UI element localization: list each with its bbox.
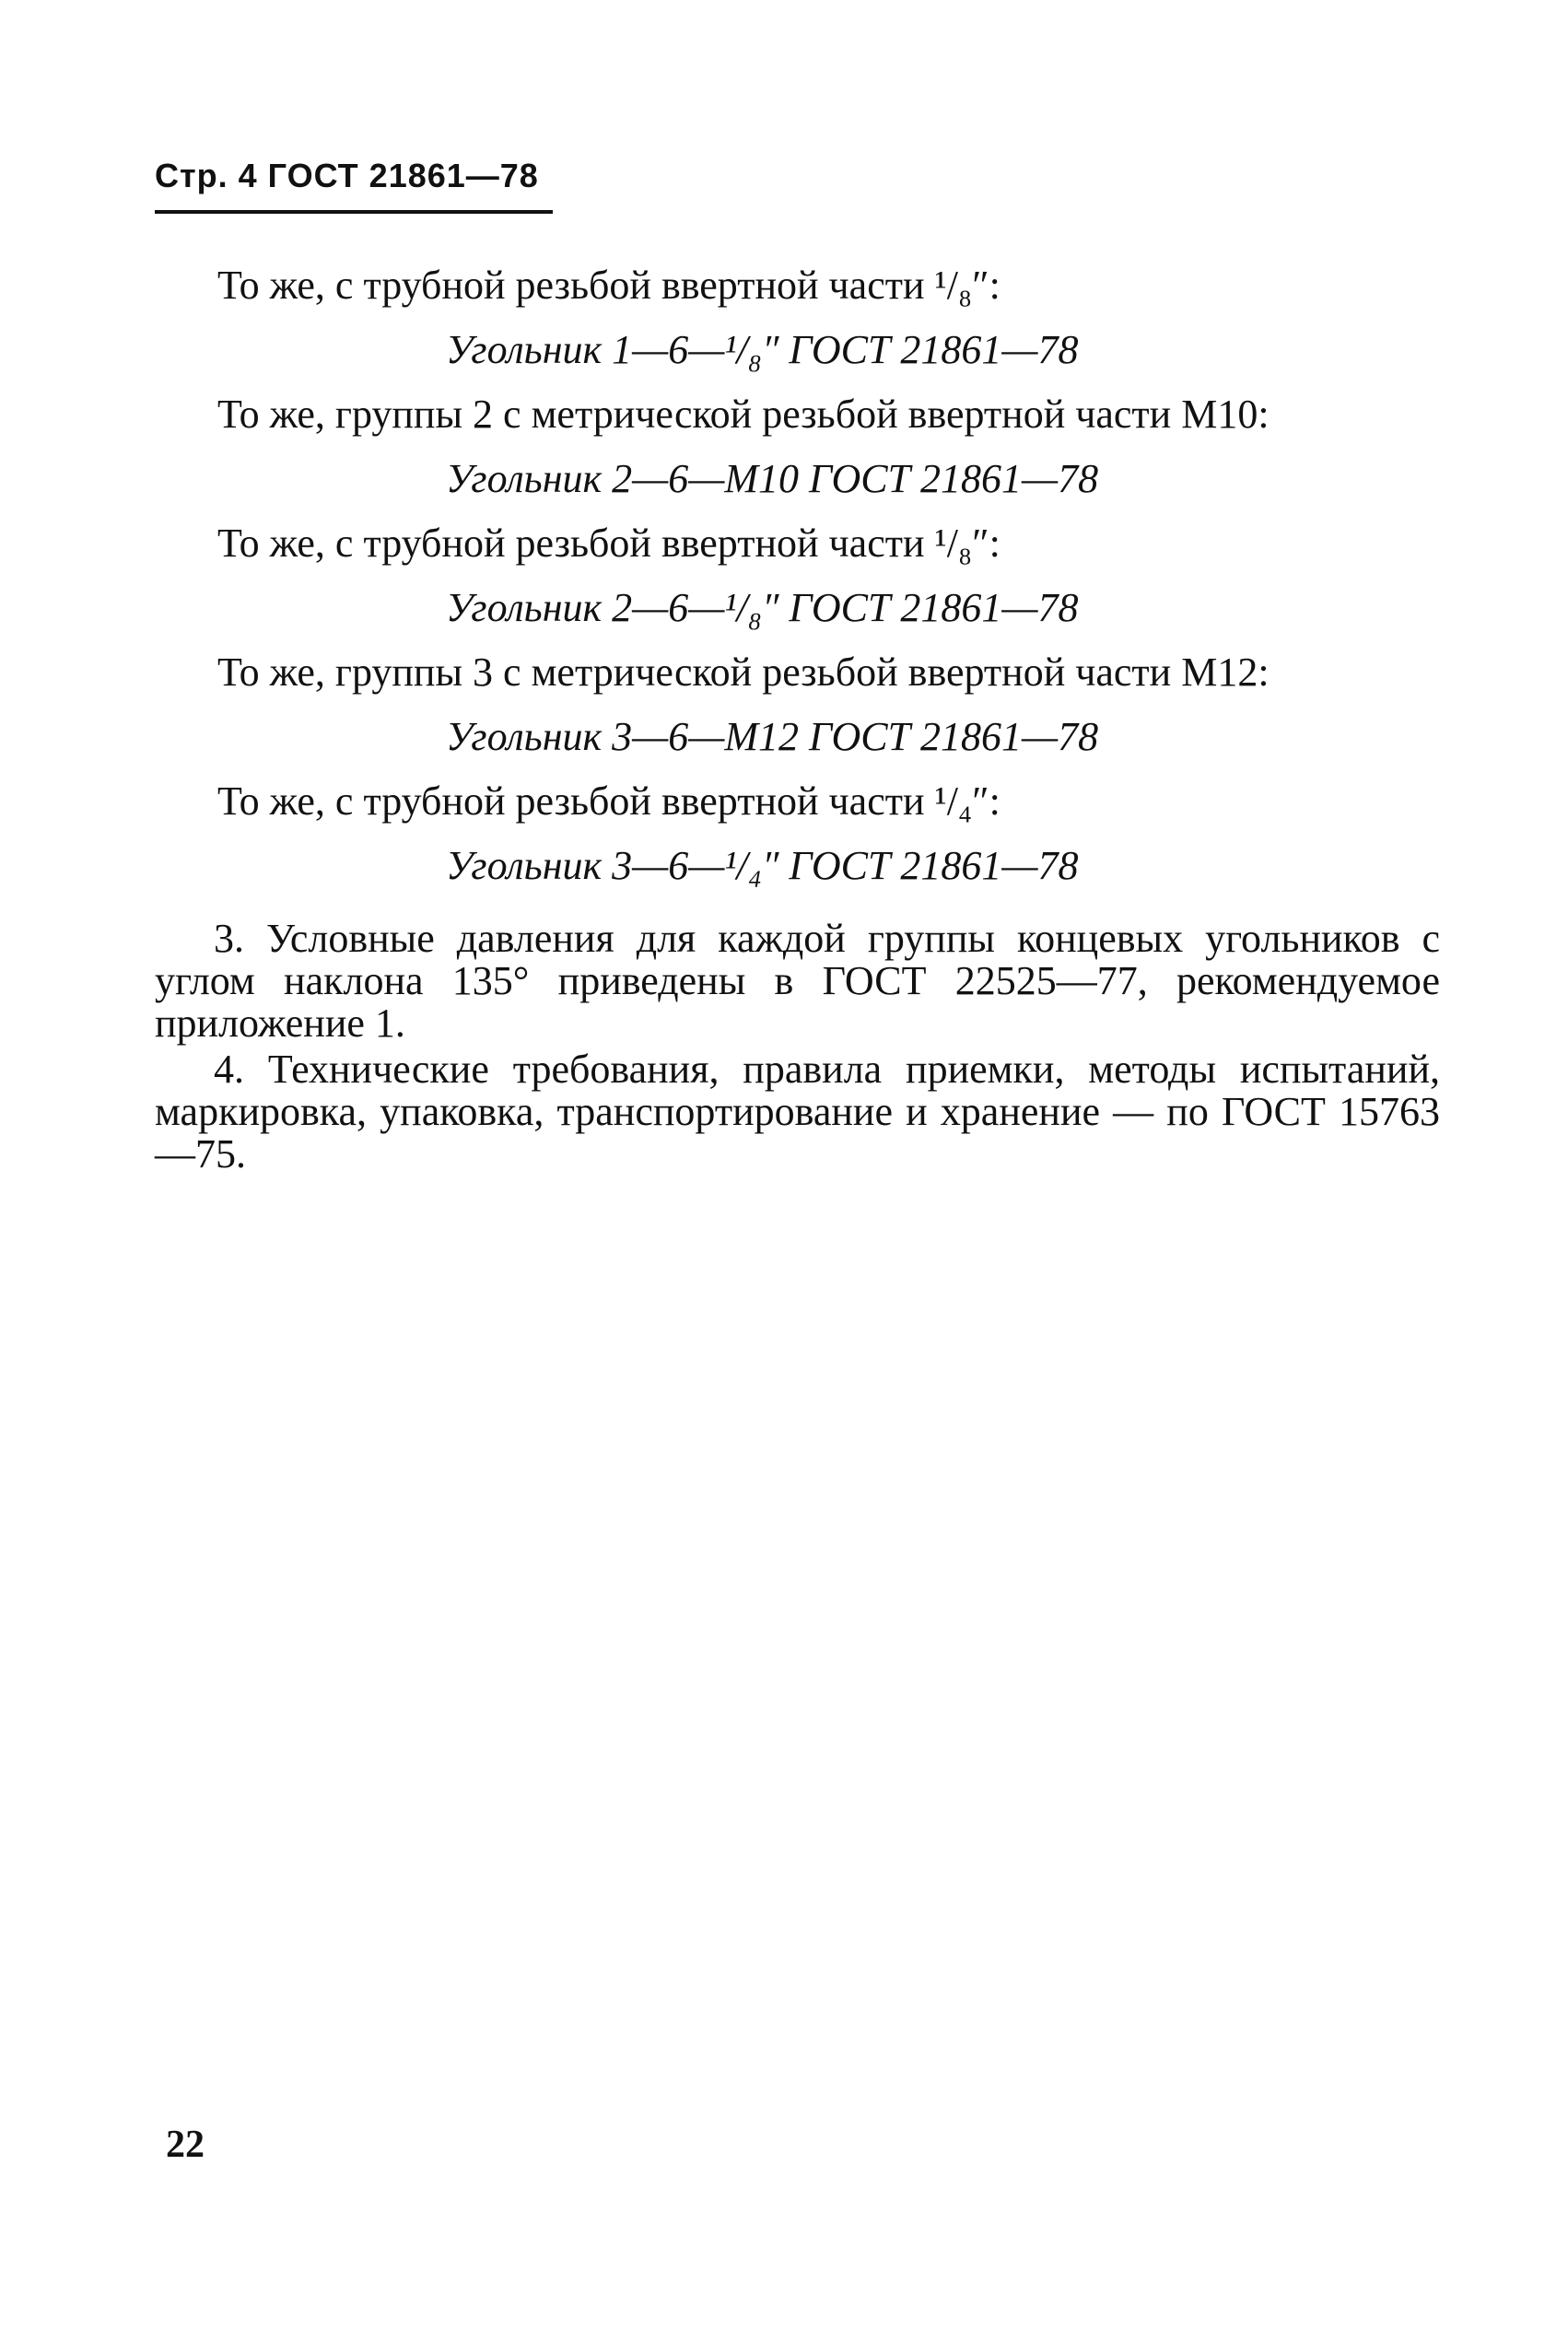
- text-line-2: То же, группы 2 с метрической резьбой ввертной части М10:: [217, 392, 1270, 437]
- text-line-1: То же, с трубной резьбой ввертной части ¹/₈″:: [217, 263, 1000, 308]
- paragraph-3-text: 3. Условные давления для каждой группы концевых угольников с углом наклона 135° приведены в ГОСТ 22525—77, рекомендуемое приложение 1.: [155, 916, 1440, 1046]
- designation-line-3: Угольник 2—6—¹/₈″ ГОСТ 21861—78: [446, 585, 1079, 630]
- paragraph-4-text: 4. Технические требования, правила приемки, методы испытаний, маркировка, упаковка, транспортирование и хранение — по ГОСТ 15763—75.: [155, 1047, 1440, 1176]
- designation-line-1: Угольник 1—6—¹/₈″ ГОСТ 21861—78: [446, 327, 1079, 372]
- text-line-3: То же, с трубной резьбой ввертной части ¹/₈″:: [217, 521, 1000, 566]
- text-line-5: То же, с трубной резьбой ввертной части ¹/₄″:: [217, 778, 1000, 824]
- text-line-4: То же, группы 3 с метрической резьбой ввертной части М12:: [217, 650, 1270, 695]
- header-rule: [155, 210, 553, 214]
- page-header: Стр. 4 ГОСТ 21861—78: [155, 157, 539, 194]
- designation-line-4: Угольник 3—6—М12 ГОСТ 21861—78: [446, 714, 1099, 759]
- designation-line-2: Угольник 2—6—М10 ГОСТ 21861—78: [446, 456, 1099, 501]
- page-number: 22: [166, 2124, 205, 2166]
- designation-line-5: Угольник 3—6—¹/₄″ ГОСТ 21861—78: [446, 843, 1079, 888]
- paragraph-3: [155, 918, 1440, 1045]
- paragraph-4: [155, 1048, 1440, 1176]
